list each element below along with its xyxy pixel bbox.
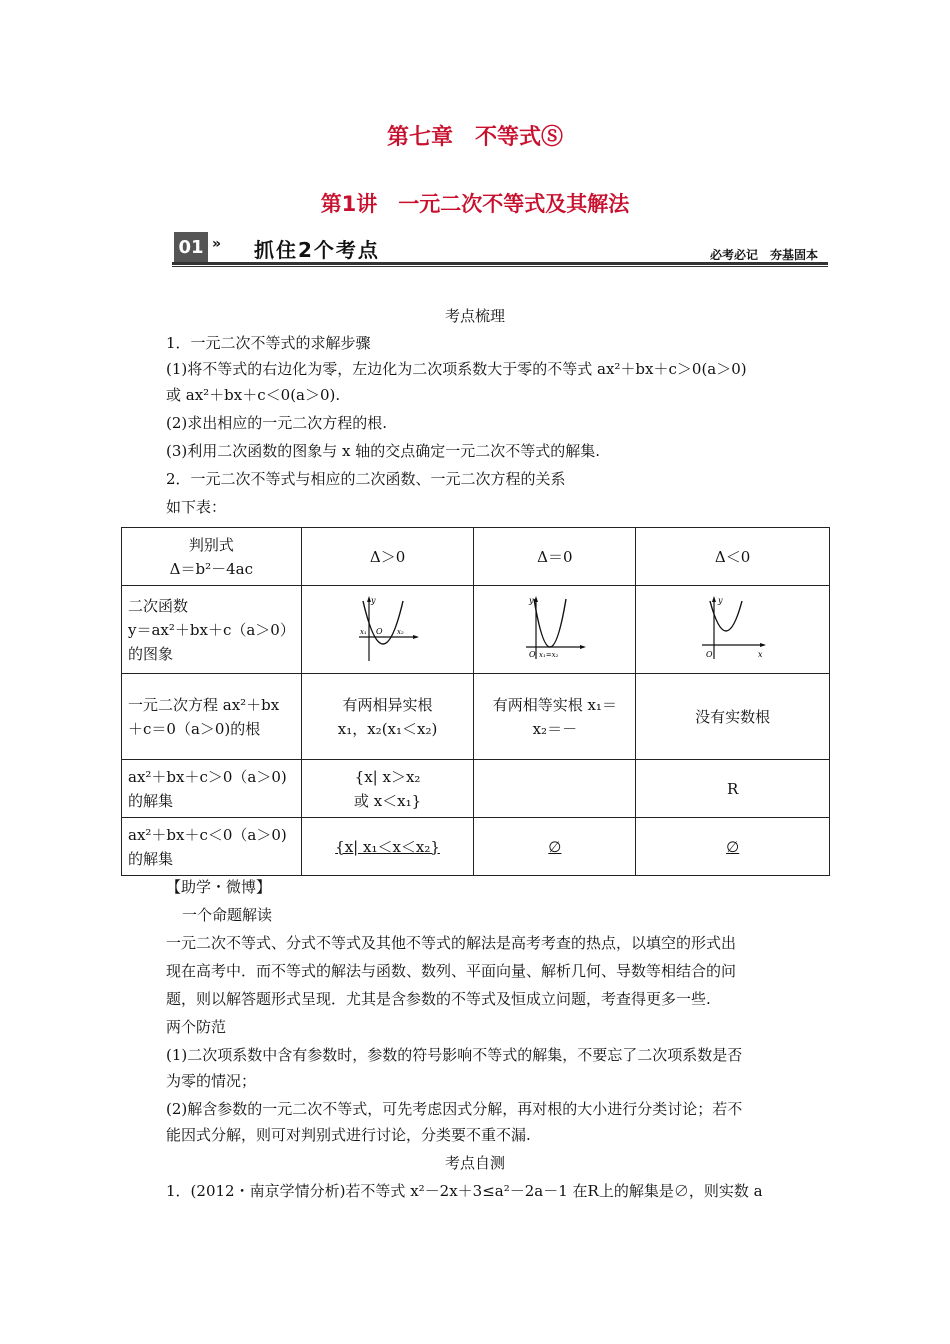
paragraph-line: 现在高考中．而不等式的解法与函数、数列、平面向量、解析几何、导数等相结合的问 xyxy=(166,962,737,980)
origin-label: O xyxy=(528,649,536,659)
header-cell-delta-negative: Δ＜0 xyxy=(636,528,830,586)
gt-row-label-2: 的解集 xyxy=(128,791,174,810)
paragraph-line: 题，则以解答题形式呈现．尤其是含参数的不等式及恒成立问题，考查得更多一些. xyxy=(166,990,711,1008)
header-cell-delta-zero: Δ＝0 xyxy=(474,528,636,586)
step-title: 1．一元二次不等式的求解步骤 xyxy=(166,334,371,352)
solution-cell: ∅ xyxy=(474,818,636,876)
root-x1-label: x₁ xyxy=(359,627,367,636)
roots-cell-2-line1: 有两相等实根 x₁＝ xyxy=(492,695,617,714)
graph-row-label-2: y＝ax²＋bx＋c（a＞0） xyxy=(128,620,295,639)
roots-cell xyxy=(474,674,636,760)
solution-cell xyxy=(474,760,636,818)
graph-row-label-3: 的图象 xyxy=(128,644,174,663)
step-1-cont: 或 ax²＋bx＋c＜0(a＞0). xyxy=(166,386,341,404)
chevron-right-icon: » xyxy=(212,236,222,252)
relation-table xyxy=(121,527,830,876)
table-intro: 如下表： xyxy=(166,498,227,516)
roots-cell-1-line1: 有两相异实根 xyxy=(342,695,433,714)
question-1: 1．(2012・南京学情分析)若不等式 x²－2x＋3≤a²－2a－1 在R上的解集是∅，则实数 a xyxy=(166,1182,763,1200)
root-x2-label: x₂ xyxy=(396,627,404,636)
paragraph-line: 为零的情况； xyxy=(166,1072,257,1090)
roots-cell-1-line2: x₁，x₂(x₁＜x₂) xyxy=(337,719,438,738)
roots-cell xyxy=(301,674,474,760)
table-row xyxy=(122,818,830,876)
banner-rule-thin xyxy=(172,266,828,267)
graph-cell xyxy=(301,586,474,674)
step-1: (1)将不等式的右边化为零，左边化为二次项系数大于零的不等式 ax²＋bx＋c＞0(a＞0) xyxy=(166,360,747,378)
y-axis-label: y xyxy=(370,595,376,605)
y-axis-label: y xyxy=(717,595,723,605)
banner-rule xyxy=(172,262,828,265)
lecture-title: 第1讲 一元二次不等式及其解法 xyxy=(320,192,630,216)
parabola-no-root-graph xyxy=(698,593,768,667)
table-row xyxy=(122,674,830,760)
parabola-two-roots-graph xyxy=(357,593,419,667)
paragraph-line: (2)解含参数的一元二次不等式，可先考虑因式分解，再对根的大小进行分类讨论；若不 xyxy=(166,1100,743,1118)
y-axis-label: y xyxy=(528,595,534,605)
section-number-badge: 01 xyxy=(174,232,208,264)
roots-row-label xyxy=(122,674,302,760)
banner-heading: 抓住2个考点 xyxy=(254,238,380,262)
subheading-interpretation: 一个命题解读 xyxy=(182,906,273,924)
tip-tag: 【助学・微博】 xyxy=(166,878,272,896)
gt-cell-1-line2: 或 x＜x₁} xyxy=(353,791,422,810)
graph-row-label-1: 二次函数 xyxy=(128,596,189,615)
graph-row-label xyxy=(122,586,302,674)
table-row xyxy=(122,760,830,818)
gt-cell-1-line1: {x| x＞x₂ xyxy=(354,767,421,786)
section-heading: 考点梳理 xyxy=(444,307,505,325)
section-banner xyxy=(172,232,828,266)
banner-note: 必考必记 夯基固本 xyxy=(709,248,818,262)
lt-row-label xyxy=(122,818,302,876)
gt-row-label-1: ax²＋bx＋c＞0（a＞0) xyxy=(128,767,287,786)
roots-row-label-2: ＋c＝0（a＞0)的根 xyxy=(128,719,261,738)
subheading-precautions: 两个防范 xyxy=(166,1018,227,1036)
step-2: (2)求出相应的一元二次方程的根. xyxy=(166,414,388,432)
header-cell xyxy=(122,528,302,586)
table-row xyxy=(122,586,830,674)
lt-row-label-2: 的解集 xyxy=(128,849,174,868)
lt-row-label-1: ax²＋bx＋c＜0（a＞0) xyxy=(128,825,287,844)
roots-cell-2-line2: x₂＝－ xyxy=(532,719,578,738)
paragraph-line: 能因式分解，则可对判别式进行讨论，分类要不重不漏. xyxy=(166,1126,531,1144)
step-3: (3)利用二次函数的图象与 x 轴的交点确定一元二次不等式的解集. xyxy=(166,442,601,460)
discriminant-label: 判别式 xyxy=(188,535,234,554)
paragraph-line: (1)二次项系数中含有参数时，参数的符号影响不等式的解集，不要忘了二次项系数是否 xyxy=(166,1046,743,1064)
x-axis-label: x xyxy=(757,649,763,659)
origin-label: O xyxy=(375,626,383,636)
paragraph-line: 一元二次不等式、分式不等式及其他不等式的解法是高考考查的热点，以填空的形式出 xyxy=(166,934,737,952)
roots-cell: 没有实数根 xyxy=(636,674,830,760)
table-row xyxy=(122,528,830,586)
double-root-label: x₁=x₂ xyxy=(538,650,559,659)
solution-cell: R xyxy=(636,760,830,818)
roots-row-label-1: 一元二次方程 ax²＋bx xyxy=(128,695,280,714)
solution-cell: {x| x₁＜x＜x₂} xyxy=(301,818,474,876)
discriminant-formula: Δ＝b²－4ac xyxy=(169,559,253,578)
graph-cell xyxy=(636,586,830,674)
solution-cell: ∅ xyxy=(636,818,830,876)
origin-label: O xyxy=(705,649,713,659)
chapter-title: 第七章 不等式Ⓢ xyxy=(386,125,563,150)
parabola-one-root-graph xyxy=(524,593,586,667)
solution-cell xyxy=(301,760,474,818)
graph-cell xyxy=(474,586,636,674)
self-test-heading: 考点自测 xyxy=(444,1154,505,1172)
gt-row-label xyxy=(122,760,302,818)
relation-title: 2．一元二次不等式与相应的二次函数、一元二次方程的关系 xyxy=(166,470,566,488)
header-cell-delta-positive: Δ＞0 xyxy=(301,528,474,586)
